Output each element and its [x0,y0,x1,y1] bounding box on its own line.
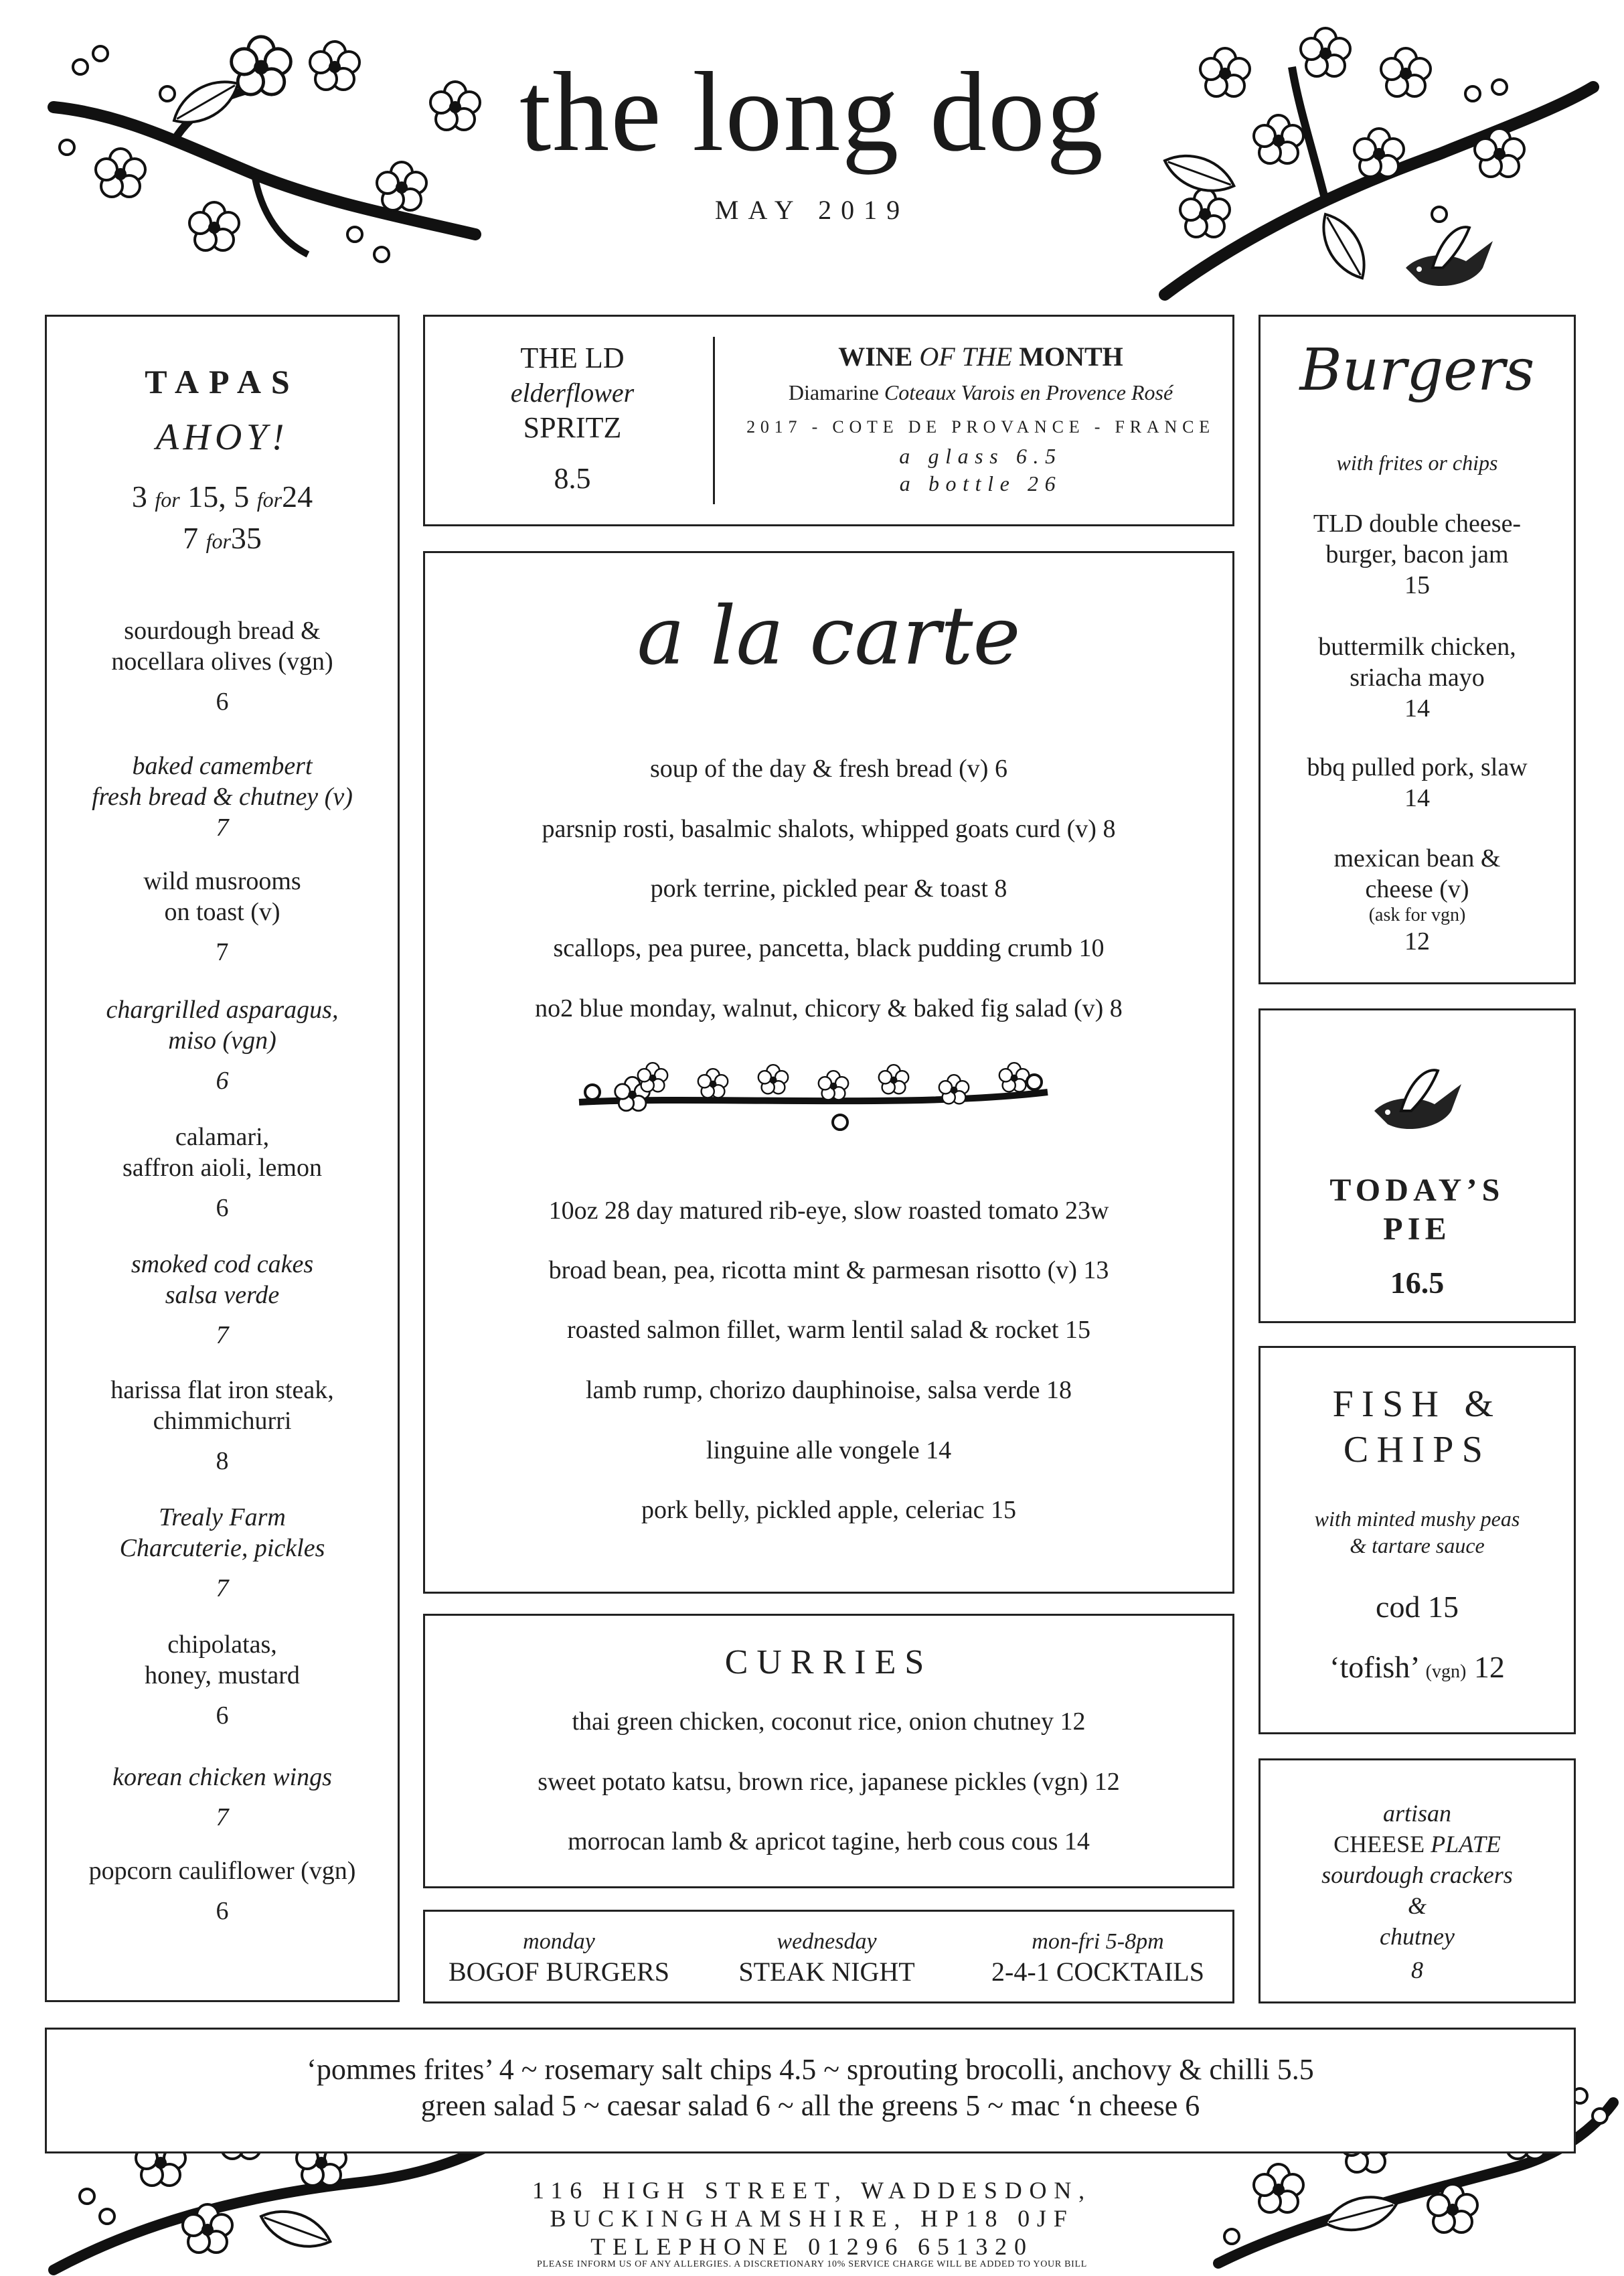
tapas-subtitle: AHOY! [155,416,289,458]
starter-item: pork terrine, pickled pear & toast 8 [650,875,1007,903]
main-item: roasted salmon fillet, warm lentil salad & rocket 15 [567,1316,1090,1344]
tapas-item: Trealy Farm Charcuterie, pickles 7 [119,1503,325,1602]
tapas-item: baked camembert fresh bread & chutney (v) 7 [92,752,353,842]
curry-item: morrocan lamb & apricot tagine, herb cous cous 14 [568,1827,1090,1855]
pie-title: TODAY’S PIE [1329,1172,1505,1247]
curry-item: thai green chicken, coconut rice, onion chutney 12 [572,1708,1086,1736]
tapas-item: wild musrooms on toast (v) 7 [143,867,301,966]
cheese-panel [1258,1758,1576,2003]
burgers-subtitle: with frites or chips [1336,451,1498,475]
tapas-item: chargrilled asparagus, miso (vgn) 6 [106,996,339,1095]
specials-panel [423,1910,1234,2003]
tapas-item: smoked cod cakes salsa verde 7 [131,1250,314,1349]
main-item: lamb rump, chorizo dauphinoise, salsa verde 18 [585,1376,1072,1404]
starter-item: soup of the day & fresh bread (v) 6 [650,755,1007,783]
curries-title: CURRIES [724,1643,933,1681]
fish-subtitle: with minted mushy peas & tartare sauce [1314,1507,1520,1558]
curries-panel [423,1614,1234,1888]
fish-panel [1258,1346,1576,1734]
pie-price: 16.5 [1390,1266,1445,1300]
special-item: wednesday STEAK NIGHT [738,1929,915,1987]
fish-item: ‘tofish’ (vgn) 12 [1329,1650,1505,1684]
special-item: mon-fri 5-8pm 2-4-1 COCKTAILS [991,1929,1204,1987]
fish-title: FISH & CHIPS [1332,1383,1502,1470]
tapas-title: TAPAS [145,363,300,400]
wine-of-the-month: WINE OF THE MONTH Diamarine Coteaux Varois en Provence Rosé 2017 - COTE DE PROVANCE - FRANCE a glass 6.5 a bottle 26 [746,342,1215,496]
tapas-deal: 3 for 15, 5 for24 7 for35 [131,479,313,555]
burgers-title: Burgers [1299,337,1535,404]
special-item: monday BOGOF BURGERS [448,1929,670,1987]
sides-line: ‘pommes frites’ 4 ~ rosemary salt chips 4.5 ~ sprouting brocolli, anchovy & chilli 5.5 [307,2053,1314,2086]
blossom-divider [572,1062,1054,1136]
burger-item: mexican bean & cheese (v) (ask for vgn) 12 [1333,844,1501,956]
burger-item: TLD double cheese- burger, bacon jam 15 [1313,510,1522,599]
starter-item: parsnip rosti, basalmic shalots, whipped goats curd (v) 8 [542,815,1116,843]
sides-line: green salad 5 ~ caesar salad 6 ~ all the greens 5 ~ mac ‘n cheese 6 [420,2089,1200,2122]
sides-panel [45,2028,1576,2153]
fish-item: cod 15 [1376,1590,1459,1624]
main-item: broad bean, pea, ricotta mint & parmesan risotto (v) 13 [548,1256,1109,1284]
restaurant-name: the long dog [519,49,1105,175]
a-la-carte-title: a la carte [637,590,1021,683]
pie-panel [1258,1008,1576,1323]
divider [713,337,715,504]
tapas-panel [45,315,400,2002]
curry-item: sweet potato katsu, brown rice, japanese pickles (vgn) 12 [538,1768,1120,1796]
tapas-item: korean chicken wings 7 [112,1763,332,1831]
swallow-icon [1361,1044,1481,1144]
drinks-panel [423,315,1234,526]
cheese-plate: artisan CHEESE PLATE sourdough crackers & chutney 8 [1321,1800,1513,1983]
burger-item: bbq pulled pork, slaw 14 [1307,753,1528,812]
tapas-item: chipolatas, honey, mustard 6 [145,1630,300,1730]
tapas-item: popcorn cauliflower (vgn) 6 [88,1857,356,1925]
burger-item: buttermilk chicken, sriacha mayo 14 [1318,633,1516,723]
address: 116 HIGH STREET, WADDESDON, BUCKINGHAMSHIRE, HP18 0JF TELEPHONE 01296 651320 [532,2177,1092,2260]
allergy-notice: PLEASE INFORM US OF ANY ALLERGIES. A DISCRETIONARY 10% SERVICE CHARGE WILL BE ADDED TO YOUR BILL [537,2259,1087,2269]
menu-date: MAY 2019 [714,195,910,225]
a-la-carte-panel [423,551,1234,1594]
main-item: 10oz 28 day matured rib-eye, slow roasted tomato 23w [548,1197,1109,1225]
main-item: pork belly, pickled apple, celeriac 15 [641,1496,1016,1524]
starter-item: scallops, pea puree, pancetta, black pudding crumb 10 [553,934,1105,962]
tapas-item: harissa flat iron steak, chimmichurri 8 [110,1376,334,1475]
tapas-item: calamari, saffron aioli, lemon 6 [123,1123,322,1222]
main-item: linguine alle vongele 14 [706,1436,952,1464]
spritz-block: THE LD elderflower SPRITZ 8.5 [510,342,635,495]
tapas-item: sourdough bread & nocellara olives (vgn) 6 [111,617,333,716]
burgers-panel [1258,315,1576,984]
starter-item: no2 blue monday, walnut, chicory & baked fig salad (v) 8 [535,994,1123,1022]
